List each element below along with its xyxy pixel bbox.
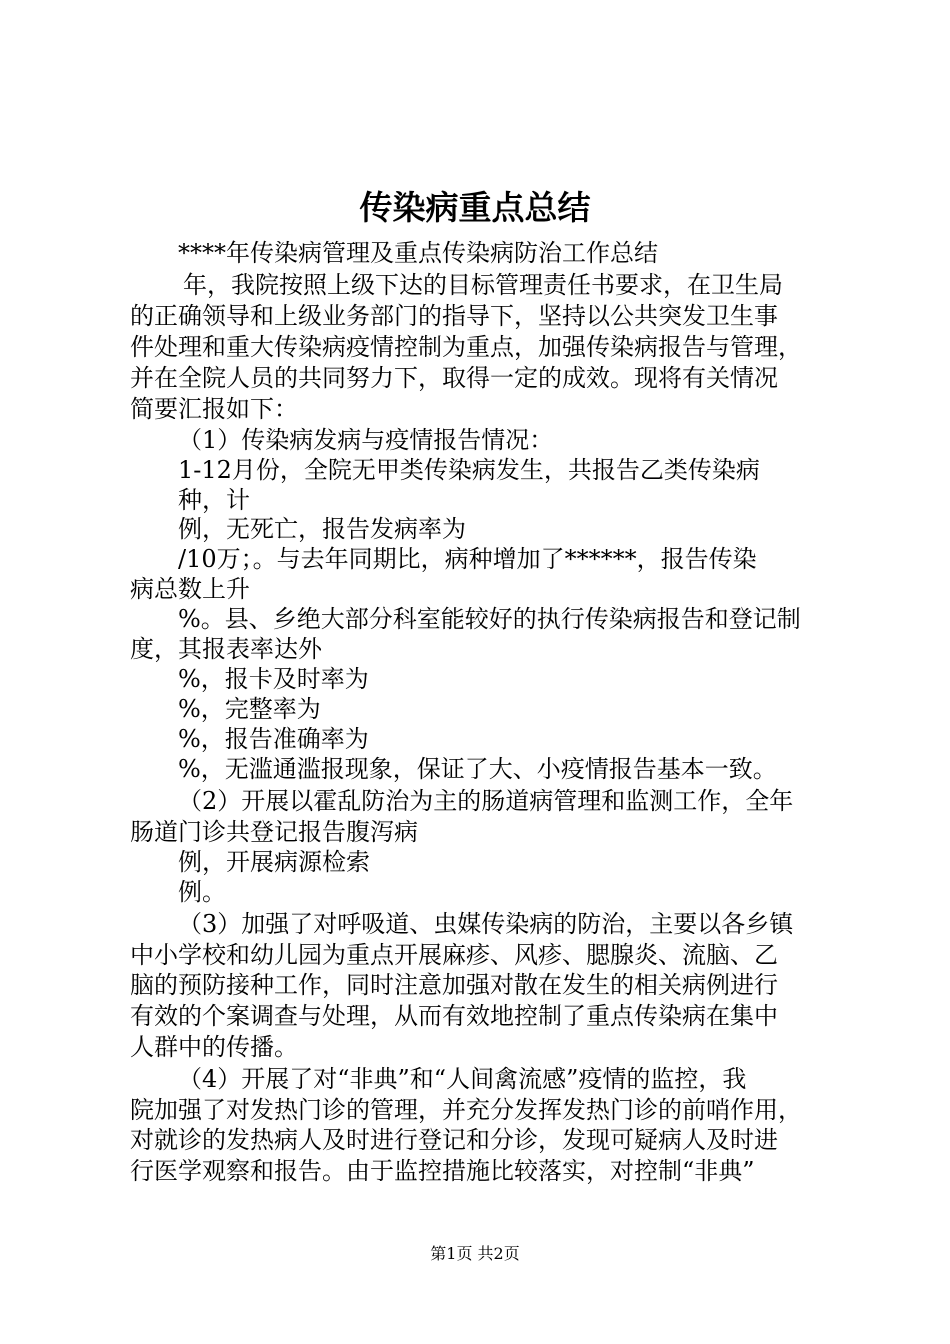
paragraph-line: /10万；。与去年同期比，病种增加了******，报告传染	[178, 545, 757, 573]
paragraph-line: %，无滥通滥报现象，保证了大、小疫情报告基本一致。	[178, 755, 777, 783]
page-number: 第1页 共2页	[430, 1244, 520, 1263]
paragraph-line: 脑的预防接种工作，同时注意加强对散在发生的相关病例进行	[130, 971, 778, 999]
paragraph-line: 人群中的传播。	[130, 1033, 298, 1061]
paragraph-line: 并在全院人员的共同努力下，取得一定的成效。现将有关情况	[130, 364, 778, 392]
paragraph-line: %，报告准确率为	[178, 725, 369, 753]
paragraph-line: （3）加强了对呼吸道、虫媒传染病的防治，主要以各乡镇	[178, 910, 794, 938]
paragraph-line: 肠道门诊共登记报告腹泻病	[130, 818, 418, 846]
paragraph-line: 简要汇报如下：	[130, 395, 298, 423]
paragraph-line: 度，其报表率达外	[130, 635, 322, 663]
paragraph-line: 有效的个案调查与处理，从而有效地控制了重点传染病在集中	[130, 1002, 778, 1030]
paragraph-line: （1）传染病发病与疫情报告情况：	[178, 426, 554, 454]
paragraph-line: 例，无死亡，报告发病率为	[178, 515, 466, 543]
paragraph-line: 中小学校和幼儿园为重点开展麻疹、风疹、腮腺炎、流脑、乙	[130, 941, 778, 969]
paragraph-line: ****年传染病管理及重点传染病防治工作总结	[178, 239, 658, 267]
paragraph-line: 的正确领导和上级业务部门的指导下，坚持以公共突发卫生事	[130, 302, 778, 330]
paragraph-line: 例，开展病源检索	[178, 848, 370, 876]
paragraph-line: 行医学观察和报告。由于监控措施比较落实，对控制“非典”	[130, 1157, 755, 1185]
document-title: 传染病重点总结	[359, 188, 591, 227]
paragraph-line: （2）开展以霍乱防治为主的肠道病管理和监测工作，全年	[178, 787, 794, 815]
paragraph-line: 种，计	[178, 486, 250, 514]
paragraph-line: 件处理和重大传染病疫情控制为重点，加强传染病报告与管理，	[130, 333, 802, 361]
paragraph-line: %。县、乡绝大部分科室能较好的执行传染病报告和登记制	[178, 605, 801, 633]
paragraph-line: %，报卡及时率为	[178, 665, 369, 693]
paragraph-line: 院加强了对发热门诊的管理，并充分发挥发热门诊的前哨作用，	[130, 1096, 802, 1124]
paragraph-line: 年，我院按照上级下达的目标管理责任书要求，在卫生局	[183, 271, 783, 299]
paragraph-line: %，完整率为	[178, 695, 321, 723]
paragraph-line: 病总数上升	[130, 575, 250, 603]
paragraph-line: 例。	[178, 878, 226, 906]
paragraph-line: （4）开展了对“非典”和“人间禽流感”疫情的监控，我	[178, 1065, 747, 1093]
paragraph-line: 对就诊的发热病人及时进行登记和分诊，发现可疑病人及时进	[130, 1126, 778, 1154]
paragraph-line: 1-12月份，全院无甲类传染病发生，共报告乙类传染病	[178, 456, 760, 484]
